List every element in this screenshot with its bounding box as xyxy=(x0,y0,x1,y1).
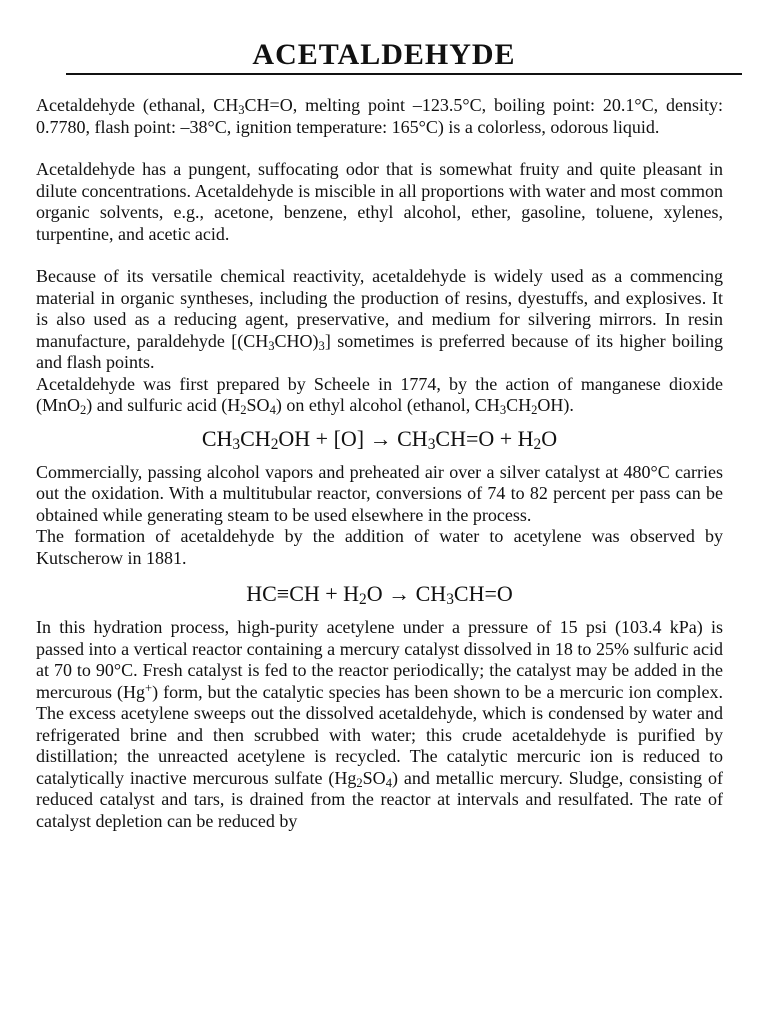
paragraph-uses: Because of its versatile chemical reactivity, acetaldehyde is widely used as a commencing material in organic syntheses, including the production of resins, dyestuffs, and explosives. It is also used as a reducing agent, preservative, and medium for silvering mirrors. In resin manufacture, paraldehyde $[(CH_3CHO)_3]$ sometimes is preferred because of its higher boiling and flash points. xyxy=(36,266,723,372)
paragraph-properties: Acetaldehyde (ethanal, $CH_3CH=O$, melting point –123.5°C, boiling point: 20.1°C, density: 0.7780, flash point: –38°C, ignition temperature: 165°C) is a colorless, odorous liquid. xyxy=(36,95,724,137)
paragraph-hydration-process: In this hydration process, high-purity acetylene under a pressure of 15 psi (103.4 kPa) is passed into a vertical reactor containing a mercury catalyst dissolved in 18 to 25% sulfuric acid at 70 to 90°C. Fresh catalyst is fed to the reactor periodically; the catalyst may be added in the mercurous (Hg+) form, but the catalytic species has been shown to be a mercuric ion complex. The excess acetylene sweeps out the dissolved acetaldehyde, which is condensed by water and refrigerated brine and then scrubbed with water; this crude acetaldehyde is purified by distillation; the unreacted acetylene is recycled. The catalytic mercuric ion is reduced to catalytically inactive mercurous sulfate $(Hg_2SO_4)$ and metallic mercury. Sludge, consisting of reduced catalyst and tars, is drained from the reactor at intervals and resulfated. The rate of catalyst depletion can be reduced by xyxy=(36,617,724,831)
paragraph-commercial: Commercially, passing alcohol vapors and preheated air over a silver catalyst at 480°C carries out the oxidation. With a multitubular reactor, conversions of 74 to 82 percent per pass can be obtained while generating steam to be used elsewhere in the process. xyxy=(36,461,723,525)
title-rule xyxy=(66,73,742,75)
paragraph-history: Acetaldehyde was first prepared by Scheele in 1774, by the action of manganese dioxide (MnO$_2$) and sulfuric acid $(H_2SO_4)$ on ethyl alcohol (ethanol, $CH_3CH_2OH$). xyxy=(36,373,723,417)
equation-hydration: $HC\equiv CH + H_2O \to CH_3CH=O$ xyxy=(246,581,513,608)
page-title: ACETALDEHYDE xyxy=(252,38,516,71)
document-body xyxy=(36,95,723,832)
paragraph-formation: The formation of acetaldehyde by the addition of water to acetylene was observed by Kutscherow in 1881. xyxy=(36,526,723,568)
equation-oxidation: $CH_3CH_2OH + [O] \to CH_3CH=O + H_2O$ xyxy=(201,425,558,453)
paragraph-odor: Acetaldehyde has a pungent, suffocating odor that is somewhat fruity and quite pleasant in dilute concentrations. Acetaldehyde is miscible in all proportions with water and most common organic solvents, e.g., acetone, benzene, ethyl alcohol, ether, gasoline, toluene, xylenes, turpentine, and acetic acid. xyxy=(36,159,723,244)
